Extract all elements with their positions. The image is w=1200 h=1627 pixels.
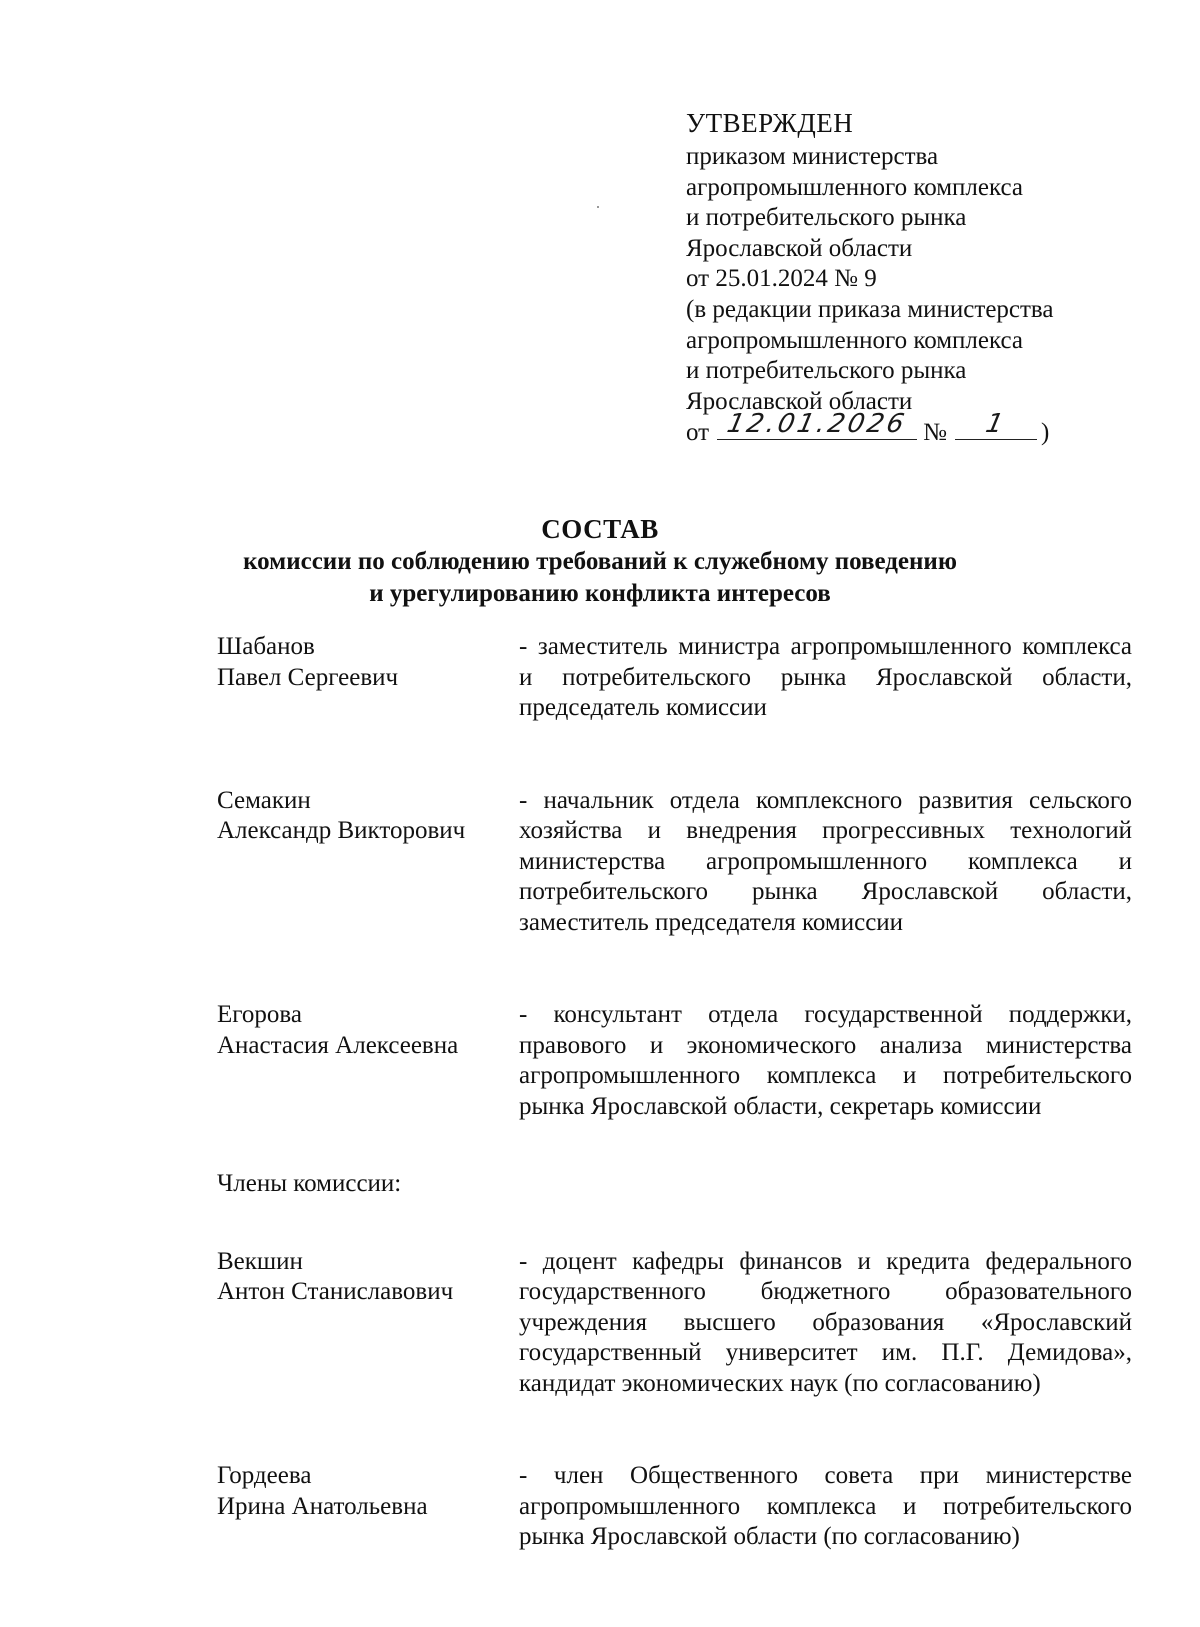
member-position: - консультант отдела государственной поддержки, правового и экономического анализа министерства агропромышленного комплекса и потребительского рынка Ярославской области, секретарь комиссии [519, 1001, 1132, 1120]
member-name [217, 1247, 519, 1400]
commission-composition [217, 632, 1132, 1553]
scan-speck [597, 206, 599, 208]
approval-heading: УТВЕРЖДЕН [686, 108, 854, 138]
member-entry [217, 1247, 1132, 1400]
amendment-date-field [717, 409, 917, 440]
member-entry [217, 632, 1132, 724]
approval-line: агропромышленного комплекса [686, 173, 1024, 201]
member-surname: Шабанов [217, 633, 315, 660]
member-position: - начальник отдела комплексного развития сельского хозяйства и внедрения прогрессивных технологий министерства агропромышленного комплекса и потребительского рынка Ярославской области, заместитель председателя комиссии [519, 786, 1132, 936]
member-entry [217, 1000, 1132, 1122]
approval-line: агропромышленного комплекса [686, 326, 1024, 354]
handwritten-date: 12.01.2026 [724, 409, 910, 440]
member-name [217, 1461, 519, 1553]
handwritten-number: 1 [982, 409, 1009, 440]
member-position: - член Общественного совета при министерстве агропромышленного комплекса и потребительского рынка Ярославской области (по согласованию) [519, 1462, 1132, 1550]
amendment-number-label: № [923, 419, 947, 447]
title-subtitle-line: и урегулированию конфликта интересов [369, 580, 831, 607]
member-given-names: Антон Станиславович [217, 1278, 454, 1305]
member-entry [217, 786, 1132, 939]
amendment-suffix: ) [1040, 419, 1050, 447]
approval-line: (в редакции приказа министерства [686, 295, 1054, 323]
member-given-names: Александр Викторович [217, 817, 466, 844]
member-given-names: Анастасия Алексеевна [217, 1031, 459, 1059]
approval-line: Ярославской области [686, 387, 913, 415]
member-given-names: Ирина Анатольевна [217, 1492, 428, 1520]
amendment-prefix: от [686, 419, 710, 447]
title-main: СОСТАВ [541, 514, 659, 544]
document-title [0, 512, 1200, 610]
members-section-label: Члены комиссии: [217, 1170, 402, 1197]
approval-line: и потребительского рынка [686, 357, 967, 385]
member-position: - доцент кафедры финансов и кредита федерального государственного бюджетного образовательного учреждения высшего образования «Ярославский государственный университет им. П.Г. Демидова», кандидат экономических наук (по согласованию) [519, 1247, 1132, 1397]
approval-line: от 25.01.2024 № 9 [686, 265, 877, 293]
member-surname: Егорова [217, 1001, 302, 1028]
member-surname: Векшин [217, 1247, 303, 1275]
title-subtitle-line: комиссии по соблюдению требований к служебному поведению [243, 548, 957, 575]
member-position: - заместитель министра агропромышленного комплекса и потребительского рынка Ярославской области, председатель комиссии [519, 633, 1132, 721]
approval-line: и потребительского рынка [686, 204, 967, 232]
amendment-number-field [955, 409, 1037, 440]
member-given-names: Павел Сергеевич [217, 663, 399, 691]
member-name [217, 786, 519, 939]
approval-line: приказом министерства [686, 143, 939, 170]
member-surname: Гордеева [217, 1462, 312, 1489]
approval-line: Ярославской области [686, 234, 913, 262]
approval-stamp-block [686, 104, 1054, 449]
member-entry [217, 1461, 1132, 1553]
member-name [217, 1000, 519, 1122]
member-name [217, 632, 519, 724]
member-surname: Семакин [217, 786, 311, 814]
amendment-line [686, 409, 1054, 449]
